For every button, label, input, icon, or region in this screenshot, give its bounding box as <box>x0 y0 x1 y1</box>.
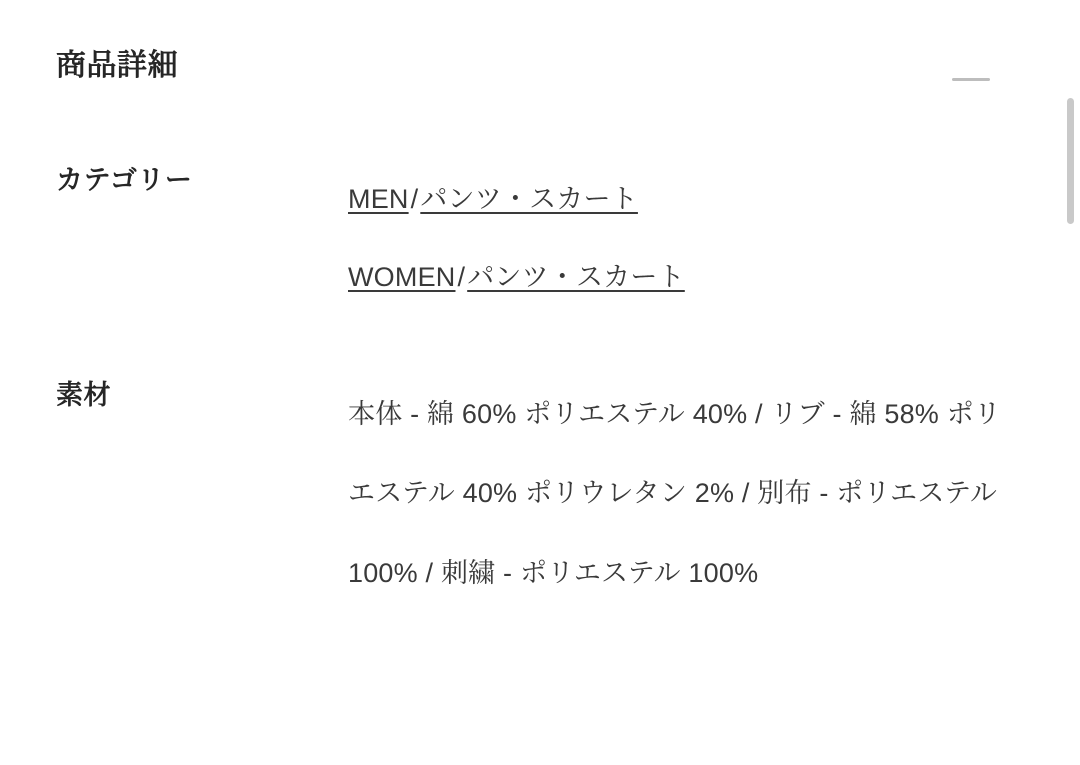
minus-icon-bar <box>952 78 990 81</box>
minus-icon[interactable] <box>952 69 990 89</box>
category-separator: / <box>410 184 419 214</box>
category-link-women[interactable]: WOMEN <box>348 262 456 293</box>
category-link-women-pants-skirt[interactable]: パンツ・スカート <box>467 262 685 293</box>
detail-row-category <box>56 160 1024 317</box>
page-title: 商品詳細 <box>56 49 178 82</box>
detail-value-material: 本体 - 綿 60% ポリエステル 40% / リブ - 綿 58% ポリエステル 40% ポリウレタン 2% / 別布 - ポリエステル 100% / 刺繍 - ポリエステル 100% <box>348 398 1002 588</box>
vertical-scrollbar-thumb[interactable] <box>1067 98 1074 224</box>
detail-label-material: 素材 <box>56 379 111 410</box>
category-link-men-pants-skirt[interactable]: パンツ・スカート <box>420 184 638 214</box>
section-header <box>56 40 1024 100</box>
detail-row-material <box>56 375 1024 614</box>
detail-list <box>56 160 1024 614</box>
detail-value-category <box>348 160 1016 317</box>
detail-label-category: カテゴリー <box>56 165 193 195</box>
category-link-men[interactable]: MEN <box>348 184 409 214</box>
category-line-men <box>348 160 1016 238</box>
category-line-women <box>348 238 1016 316</box>
category-separator: / <box>457 262 466 293</box>
